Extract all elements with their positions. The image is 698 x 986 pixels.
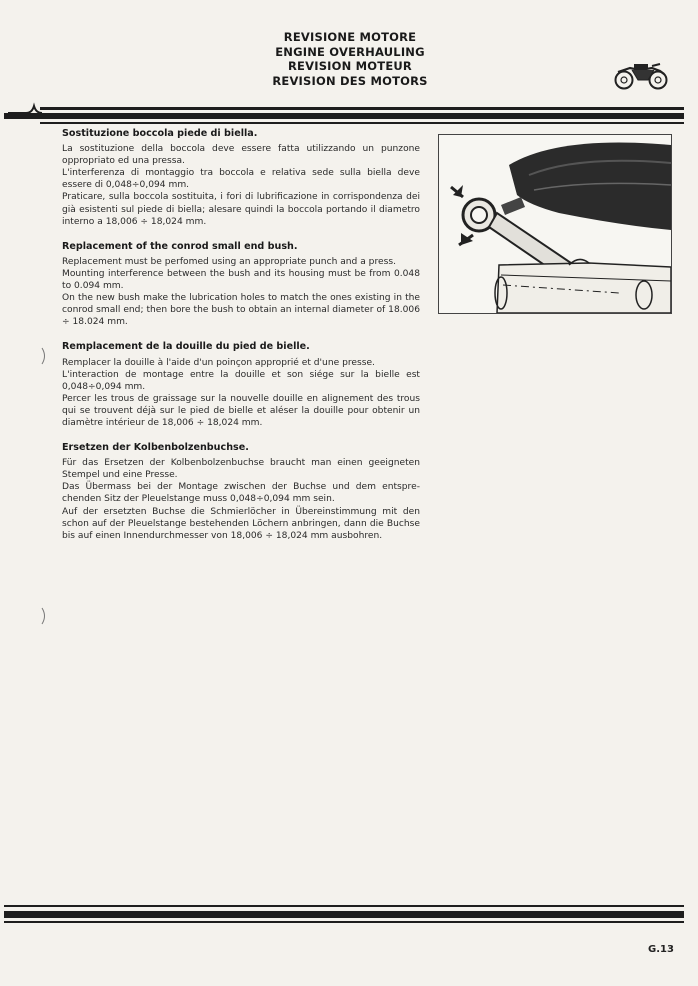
header-title-en: ENGINE OVERHAULING <box>275 44 425 59</box>
paragraph: Remplacer la douille à l'aide d'un poinçon approprié et d'une presse. <box>62 357 375 368</box>
section-english <box>62 241 420 329</box>
margin-bracket-mark <box>40 606 48 626</box>
top-rule-hairline <box>40 122 684 124</box>
section-title-english: Replacement of the conrod small end bush. <box>62 240 298 252</box>
section-german <box>62 442 420 542</box>
conrod-press-illustration <box>438 134 672 314</box>
header-title-it: REVISIONE MOTORE <box>283 30 417 44</box>
paragraph: On the new bush make the lubrication holes to match the ones existing in the conrod small end; then bore the bush to obtain an internal diameter of 18.006 ÷ 18.024 mm. <box>62 293 420 328</box>
paragraph: Mounting interference between the bush and its housing must be from 0.048 to 0.094 mm. <box>62 268 420 292</box>
paragraph: L'interaction de montage entre la douille et son siége sur la bielle est 0,048÷0,094 mm. <box>62 369 420 392</box>
section-french <box>62 341 420 429</box>
margin-bracket-mark <box>40 346 48 366</box>
section-title-italian: Sostituzione boccola piede di biella. <box>62 128 258 139</box>
bottom-rule-thick <box>4 911 684 918</box>
section-italian <box>62 128 420 228</box>
page-header <box>200 30 500 88</box>
paragraph: Auf der ersetzten Buchse die Schmierlöcher in Übereinstimmung mit den schon auf der Pleuelstange bestehenden Löchern anbringen, dann die Buchse bis auf einen Innendurchmesser von 18,006 ÷ 18,024 mm ausbohren. <box>62 506 420 541</box>
header-title-fr: REVISION MOTEUR <box>288 59 412 73</box>
paragraph: L'interferenza di montaggio tra boccola e relativa sede sulla biella deve essere di 0,048÷0,094 mm. <box>62 168 420 191</box>
top-rule-thin <box>40 107 684 110</box>
bottom-rule-thin <box>4 905 684 907</box>
paragraph: Das Übermass bei der Montage zwischen der Buchse und dem entsprechenden Sitz der Pleuelstange muss 0,048÷0,094 mm sein. <box>62 482 420 505</box>
section-title-french: Remplacement de la douille du pied de bielle. <box>62 341 310 353</box>
top-rule-thick <box>4 113 684 119</box>
paragraph: Replacement must be perfomed using an appropriate punch and a press. <box>62 256 396 267</box>
paragraph: La sostituzione della boccola deve essere fatta utilizzando un punzone oppropriato ed una pressa. <box>62 144 420 167</box>
section-title-german: Ersetzen der Kolbenbolzenbuchse. <box>62 442 249 454</box>
paragraph: Praticare, sulla boccola sostituita, i fori di lubrificazione in corrispondenza dei già esistenti sul piede di biella; alesare quindi la boccola portando il diametro interno a 18,006 ÷ 18,024 mm. <box>62 192 420 227</box>
paragraph: Percer les trous de graissage sur la nouvelle douille en alignement des trous qui se trouvent déjà sur le pied de bielle et aléser la douille pour obtenir un diamètre intérieur de 18,006 ÷ 18,024 mm. <box>62 393 420 428</box>
header-title-de: REVISION DES MOTORS <box>272 73 428 88</box>
illustration-drawing <box>439 135 671 313</box>
paragraph: Für das Ersetzen der Kolbenbolzenbuchse braucht man einen geeigneten Stempel und eine Presse. <box>62 458 420 481</box>
motorcycle-icon <box>612 58 670 92</box>
page-number: G.13 <box>648 944 674 955</box>
main-content <box>62 128 420 555</box>
bottom-rule-hairline <box>4 921 684 923</box>
